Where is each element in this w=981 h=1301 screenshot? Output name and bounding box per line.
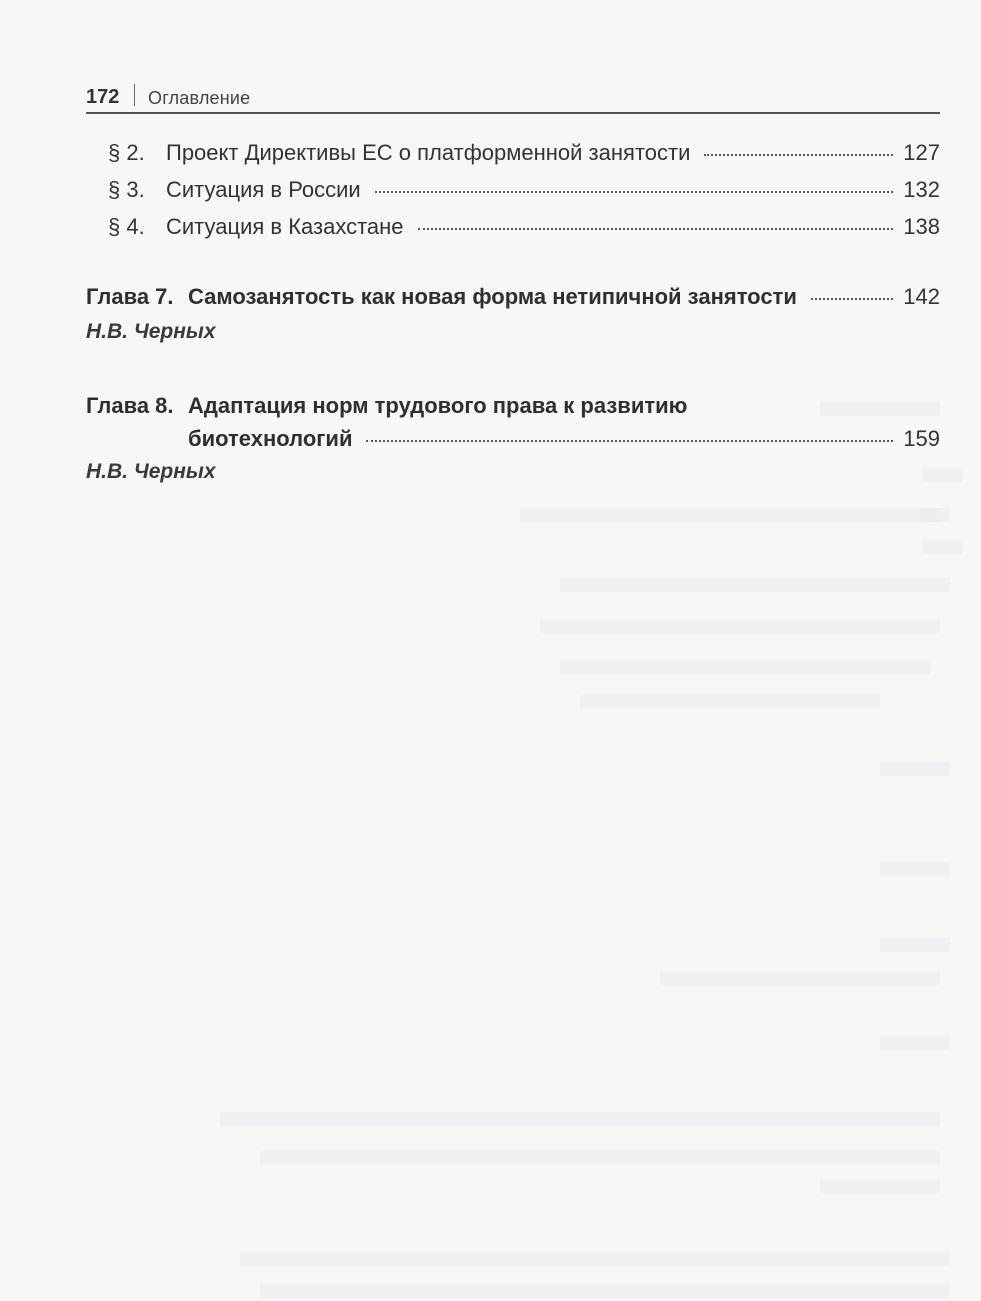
dot-leader	[366, 440, 893, 442]
section-mark: § 2.	[108, 140, 145, 165]
section-title: Проект Директивы ЕС о платформенной занятости	[166, 140, 691, 165]
dot-leader	[375, 191, 894, 193]
toc-entry-section	[108, 177, 940, 203]
toc-entry-chapter	[86, 284, 940, 310]
chapter-title: Адаптация норм трудового права к развитию	[188, 393, 688, 418]
header-divider	[134, 84, 135, 106]
dot-leader	[811, 298, 893, 300]
page-ref: 132	[903, 177, 940, 202]
chapter-title: Самозанятость как новая форма нетипичной занятости	[188, 284, 797, 309]
toc-entry-section	[108, 140, 940, 166]
chapter-author: Н.В. Черных	[86, 460, 216, 483]
section-mark: § 4.	[108, 214, 145, 239]
page-header	[86, 82, 940, 114]
section-title: Ситуация в Казахстане	[166, 214, 404, 239]
page-ref: 142	[903, 284, 940, 309]
toc-entry-chapter	[86, 393, 940, 419]
page-ref: 127	[903, 140, 940, 165]
dot-leader	[418, 228, 894, 230]
running-title: Оглавление	[148, 88, 251, 108]
page-ref: 138	[903, 214, 940, 239]
chapter-author: Н.В. Черных	[86, 320, 216, 343]
dot-leader	[704, 154, 893, 156]
chapter-label: Глава 7.	[86, 284, 174, 309]
toc-entry-section	[108, 214, 940, 240]
toc-entry-chapter-continued	[188, 426, 940, 452]
section-mark: § 3.	[108, 177, 145, 202]
chapter-label: Глава 8.	[86, 393, 174, 418]
page-number: 172	[86, 86, 120, 108]
page-ref: 159	[903, 426, 940, 451]
chapter-title-continued: биотехнологий	[188, 426, 353, 451]
section-title: Ситуация в России	[166, 177, 361, 202]
